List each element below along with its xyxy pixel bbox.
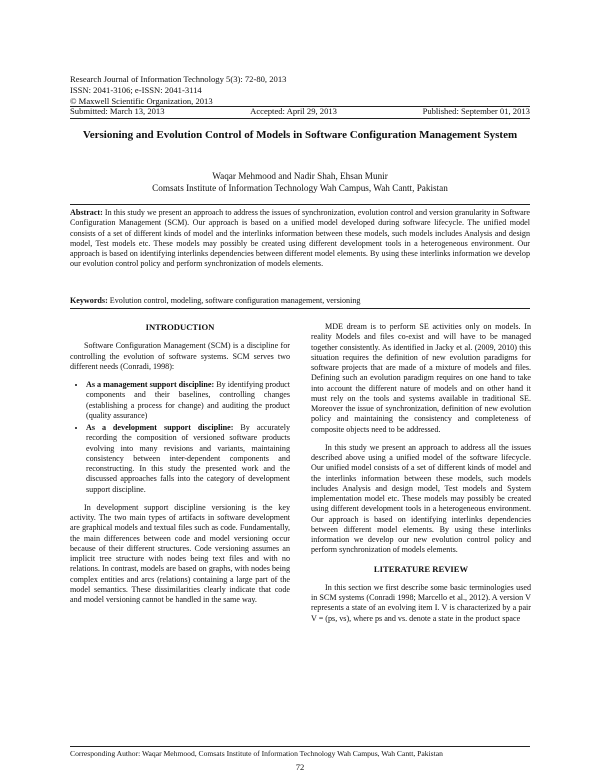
author-block [70,170,530,194]
bullet-2-label: As a development support discipline: [86,423,234,432]
bullet-1-text: By identifying product components and their baselines, controlling changes (establishing a process for change) and auditing the product (quality assurance) [86,380,291,420]
literature-review-heading: LITERATURE REVIEW [373,563,469,574]
keywords [70,296,530,305]
right-paragraph-2: In this study we present an approach to address all the issues described above using a unified model of the software lifecycle. Our unified model consists of a set of different kinds of model and the interlinks information between these models, such models includes Analysis and design model, Test models and System implementation model etc. These models may possibly be created using different development tools in a heterogeneous environment. Our approach is based on identifying interlinks dependencies between different model elements. By using these interlinks information we develop our new evolution control policy and perform synchronization of models elements. [311,442,531,555]
left-column [70,322,290,613]
submitted-date: Submitted: March 13, 2013 [70,106,165,116]
dates-row [70,106,530,116]
keywords-rule [70,308,530,309]
list-item [86,423,290,495]
journal-citation: Research Journal of Information Technology 5(3): 72-80, 2013 [70,74,287,84]
published-date: Published: September 01, 2013 [422,106,530,116]
intro-paragraph-2: In development support discipline versioning is the key activity. The two main types of artifacts in software development are graphical models and textual files such as code. Fundamentally, the main differences between code and model versioning occur because of their different structures. Code versioning assumes an implicit tree structure with nodes being text files and with no relations. In contrast, models are based on graphs, with nodes being complex entities and arcs (relations) containing a large part of the model semantics. These dissimilarities clearly indicate that code and model versioning cannot be handled in the same way. [70,502,290,604]
footer-rule [70,746,530,747]
list-item [86,380,290,421]
scm-needs-list [70,380,290,495]
abstract [70,208,530,270]
issn-line: ISSN: 2041-3106; e-ISSN: 2041-3114 [70,84,202,95]
author-affiliation: Comsats Institute of Information Technology Wah Campus, Wah Cantt, Pakistan [152,183,448,193]
bullet-2-text: By accurately recording the composition of versioned software products evolving into many revisions and variants, maintaining consistency between inter-dependent components and reconstructing. In this study the presented work and the discussed approaches falls into the category of development support discipline. [86,423,290,494]
keywords-text: Evolution control, modeling, software configuration management, versioning [109,296,361,305]
copyright-line: © Maxwell Scientific Organization, 2013 [70,95,213,106]
corresponding-author: Corresponding Author: Waqar Mehmood, Comsats Institute of Information Technology Wah Campus, Wah Cantt, Pakistan [70,749,443,758]
paper-title: Versioning and Evolution Control of Models in Software Configuration Management System [82,129,518,141]
abstract-rule-top [70,204,530,205]
page-number: 72 [295,762,305,772]
bullet-1-label: As a management support discipline: [86,380,215,389]
right-paragraph-1: MDE dream is to perform SE activities only on models. In reality Models and files co-exist and will have to be managed together consistently. As identified in Jacky et al. (2009, 2010) this situation requires the definition of new evolution paradigms for software projects that are made of a mixture of models and files. Defining such an evolution paradigm requires on one hand to take into account the different nature of models and on other hand it must rely on the tools and systems available in traditional SE. Moreover the issue of synchronization, definition of new evolution policy and maintaining the consistency and completeness of composite objects need to be addressed. [311,322,531,434]
journal-header [70,74,286,106]
keywords-label: Keywords: [70,296,108,305]
right-column [311,322,531,632]
header-rule-bottom [70,118,530,119]
author-names: Waqar Mehmood and Nadir Shah, Ehsan Munir [212,171,388,181]
intro-paragraph-1: Software Configuration Management (SCM) is a discipline for controlling the evolution of software systems. SCM serves two different needs (Conradi, 1998): [70,341,290,371]
introduction-heading: INTRODUCTION [145,322,215,332]
accepted-date: Accepted: April 29, 2013 [250,106,337,116]
abstract-label: Abstract: [70,208,103,217]
abstract-text: In this study we present an approach to address the issues of synchronization, evolution control and version granularity in Software Configuration Management (SCM). Our approach is based on a unified model developed during software lifecycle. The unified model consists of a set of different kinds of model and the interlinks information between these models, such models includes Analysis and design model, Test models etc. These models may possibly be created using different development tools in a heterogeneous environment. Our approach is based on identifying interlinks dependencies between different model elements. By using these interlinks information we develop our evolution control policy and perform synchronization of models elements. [70,208,530,269]
literature-paragraph-1: In this section we first describe some basic terminologies used in SCM systems (Conradi 1998; Marcello et al., 2012). A version V represents a state of an evolving item I. V is characterized by a pair V = (ps, vs), where ps and vs. denote a state in the product space [311,582,531,623]
